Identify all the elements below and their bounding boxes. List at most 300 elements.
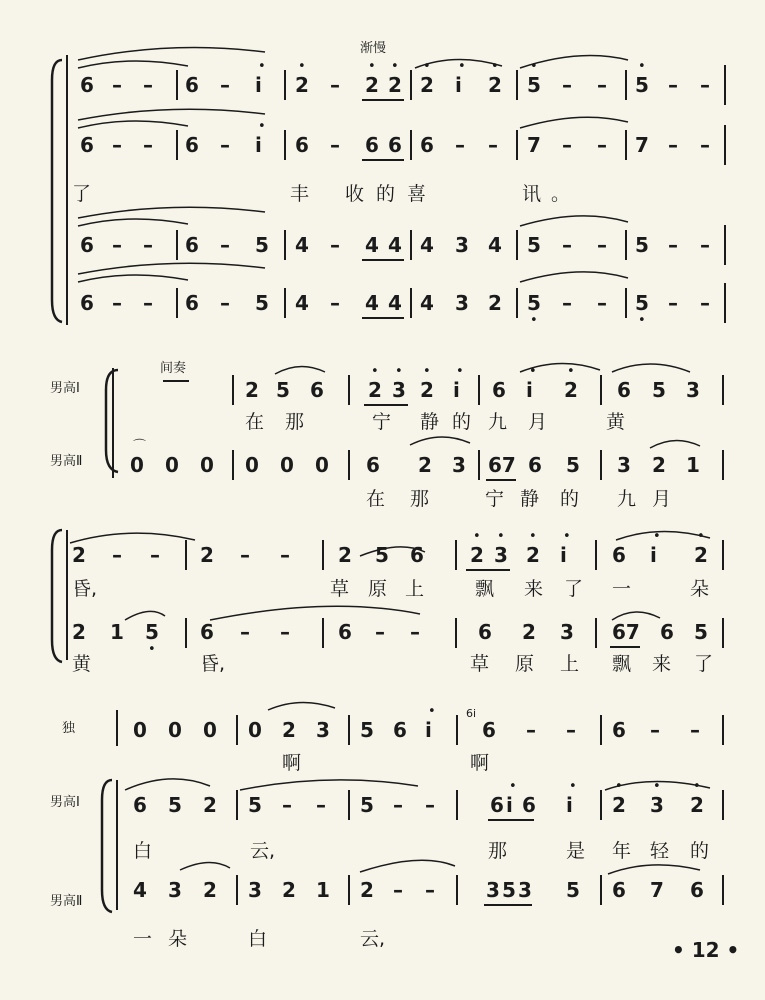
dash: – — [280, 620, 290, 644]
barline — [724, 65, 726, 105]
dash: – — [597, 73, 607, 97]
note: 2 — [72, 620, 86, 644]
barline — [284, 288, 286, 318]
note: 2 — [522, 620, 536, 644]
barline — [722, 790, 724, 820]
note: 2 — [470, 543, 484, 567]
barline — [236, 790, 238, 820]
note: 0 — [248, 718, 262, 742]
barline — [236, 875, 238, 905]
dash: – — [143, 233, 153, 257]
barline — [348, 715, 350, 745]
dash: – — [562, 73, 572, 97]
note: 5 — [635, 233, 649, 257]
part-label-tenor1: 男高Ⅰ — [50, 381, 80, 396]
dash: – — [668, 291, 678, 315]
barline — [722, 715, 724, 745]
barline — [724, 283, 726, 323]
note: 5 — [694, 620, 708, 644]
dash: – — [597, 133, 607, 157]
note: 7 — [527, 133, 541, 157]
note: 6 — [80, 291, 94, 315]
note: i — [425, 718, 432, 742]
lyric: 一 — [133, 928, 153, 950]
barline — [722, 618, 724, 648]
barline — [284, 70, 286, 100]
barline — [516, 70, 518, 100]
dash: – — [330, 133, 340, 157]
note: 4 — [295, 233, 309, 257]
barline — [600, 790, 602, 820]
note: 6 — [338, 620, 352, 644]
note: i — [255, 73, 262, 97]
barline — [455, 618, 457, 648]
note: 7 — [635, 133, 649, 157]
note: 3 — [452, 453, 466, 477]
dash: – — [112, 291, 122, 315]
note: 6 — [492, 378, 506, 402]
lyric: 朵 — [168, 928, 188, 950]
barline — [185, 540, 187, 570]
barline — [348, 790, 350, 820]
dash: – — [220, 233, 230, 257]
interlude-mark: 间奏 — [160, 361, 187, 376]
lyric: 飘 — [612, 653, 632, 675]
barline — [625, 230, 627, 260]
part-label-tenor2: 男高Ⅱ — [50, 454, 83, 469]
dash: – — [700, 233, 710, 257]
note: 3 — [455, 291, 469, 315]
note: 4 — [488, 233, 502, 257]
barline — [595, 540, 597, 570]
lyric: 云, — [360, 928, 386, 950]
note: 2 — [203, 793, 217, 817]
note: 0 — [133, 718, 147, 742]
note: 6 — [80, 73, 94, 97]
barline — [348, 450, 350, 480]
note: 2 — [694, 543, 708, 567]
lyric: 九 — [488, 411, 508, 433]
lyric: 上 — [405, 578, 425, 600]
system-bracket — [66, 530, 68, 660]
barline — [410, 130, 412, 160]
note: 3 — [560, 620, 574, 644]
barline — [176, 130, 178, 160]
note: 5 — [375, 543, 389, 567]
note: 7 — [650, 878, 664, 902]
note: 2 — [295, 73, 309, 97]
barline — [722, 540, 724, 570]
note: 0 — [315, 453, 329, 477]
barline — [322, 618, 324, 648]
lyric: 那 — [285, 411, 305, 433]
note: 2 — [652, 453, 666, 477]
note: 3 — [494, 543, 508, 567]
lyric: 原 — [515, 653, 535, 675]
note: 3 — [650, 793, 664, 817]
note: 6 — [612, 543, 626, 567]
barline — [478, 375, 480, 405]
dash: – — [282, 793, 292, 817]
page-number: • 12 • — [672, 938, 740, 962]
note: i — [560, 543, 567, 567]
note: 6 — [617, 378, 631, 402]
barline — [456, 715, 458, 745]
note: i — [566, 793, 573, 817]
barline — [600, 715, 602, 745]
lyric: 了 — [564, 578, 584, 600]
barline — [600, 875, 602, 905]
note: 0 — [165, 453, 179, 477]
part-label-tenor2: 男高Ⅱ — [50, 894, 83, 909]
dash: – — [700, 133, 710, 157]
barline — [724, 125, 726, 165]
dash: – — [143, 133, 153, 157]
barline — [116, 710, 118, 746]
barline — [284, 130, 286, 160]
barline — [516, 130, 518, 160]
barline — [625, 288, 627, 318]
note: 2 — [526, 543, 540, 567]
lyric: 的 — [560, 488, 580, 510]
note: 6 — [80, 233, 94, 257]
lyric: 轻 — [650, 840, 670, 862]
note: i — [506, 793, 513, 817]
note: 5 — [502, 878, 516, 902]
note: 2 — [564, 378, 578, 402]
dash: – — [393, 793, 403, 817]
note: 6 — [80, 133, 94, 157]
note: 6 — [478, 620, 492, 644]
dash: – — [668, 73, 678, 97]
note: 5 — [527, 291, 541, 315]
lyric: 在 — [366, 488, 386, 510]
lyric: 在 — [245, 411, 265, 433]
note: i — [650, 543, 657, 567]
note: 6 — [185, 291, 199, 315]
note: 0 — [200, 453, 214, 477]
note: 0 — [168, 718, 182, 742]
note: 0 — [280, 453, 294, 477]
barline — [176, 70, 178, 100]
lyric: 讯。 — [522, 183, 581, 205]
lyric: 草 — [330, 578, 350, 600]
note: 1 — [110, 620, 124, 644]
barline — [322, 540, 324, 570]
note: 2 — [612, 793, 626, 817]
dash: – — [562, 291, 572, 315]
dash: – — [112, 133, 122, 157]
note: 4 — [365, 233, 379, 257]
lyric: 一 — [612, 578, 632, 600]
note: 4 — [388, 291, 402, 315]
note: 6 — [522, 793, 536, 817]
note: 6 — [295, 133, 309, 157]
dash: – — [112, 543, 122, 567]
barline — [625, 70, 627, 100]
dash: – — [316, 793, 326, 817]
barline — [410, 230, 412, 260]
lyric: 白 — [133, 840, 153, 862]
note: 2 — [420, 378, 434, 402]
note: 5 — [255, 291, 269, 315]
note: 3 — [686, 378, 700, 402]
note: 1 — [316, 878, 330, 902]
dash: – — [562, 233, 572, 257]
note: 5 — [527, 233, 541, 257]
note: i — [455, 73, 462, 97]
note: 2 — [368, 378, 382, 402]
lyric: 原 — [368, 578, 388, 600]
dash: – — [700, 291, 710, 315]
note: 5 — [566, 878, 580, 902]
barline — [625, 130, 627, 160]
note: 5 — [360, 793, 374, 817]
barline — [455, 540, 457, 570]
note: 5 — [145, 620, 159, 644]
lyric: 月 — [652, 488, 672, 510]
dash: – — [375, 620, 385, 644]
fermata: ⌒ — [133, 439, 147, 454]
note: 3 — [248, 878, 262, 902]
note: 5 — [527, 73, 541, 97]
barline — [456, 790, 458, 820]
note: 6 — [200, 620, 214, 644]
dash: – — [240, 543, 250, 567]
lyric: 月 — [528, 411, 548, 433]
lyric: 黄 — [72, 653, 92, 675]
grace-note: 6i — [466, 707, 477, 720]
note: 0 — [130, 453, 144, 477]
note: 2 — [282, 718, 296, 742]
dash: – — [650, 718, 660, 742]
lyric: 的 — [690, 840, 710, 862]
dash: – — [112, 233, 122, 257]
dash: – — [700, 73, 710, 97]
dash: – — [143, 73, 153, 97]
note: 2 — [420, 73, 434, 97]
system-bracket — [66, 55, 68, 325]
note: 4 — [365, 291, 379, 315]
lyric: 草 — [470, 653, 490, 675]
lyric: 是 — [566, 840, 586, 862]
note: 6 — [612, 878, 626, 902]
note: 6 — [420, 133, 434, 157]
barline — [232, 375, 234, 405]
lyric: 昏, — [72, 578, 98, 600]
lyric: 黄 — [606, 411, 626, 433]
lyric: 啊 — [282, 752, 302, 774]
note: 5 — [168, 793, 182, 817]
note: 2 — [418, 453, 432, 477]
note: 6 — [133, 793, 147, 817]
dash: – — [280, 543, 290, 567]
dash: – — [112, 73, 122, 97]
barline — [722, 875, 724, 905]
note: 4 — [420, 291, 434, 315]
note: i — [526, 378, 533, 402]
note: 6 — [612, 718, 626, 742]
note: 2 — [365, 73, 379, 97]
note: 5 — [635, 291, 649, 315]
note: 6 — [185, 133, 199, 157]
note: 6 — [393, 718, 407, 742]
note: 4 — [388, 233, 402, 257]
note: 3 — [518, 878, 532, 902]
note: 2 — [245, 378, 259, 402]
note: 6 — [410, 543, 424, 567]
barline — [600, 450, 602, 480]
dash: – — [150, 543, 160, 567]
note: 6 — [482, 718, 496, 742]
barline — [722, 375, 724, 405]
part-label-tenor1: 男高Ⅰ — [50, 795, 80, 810]
lyric: 来 — [652, 653, 672, 675]
dash: – — [330, 291, 340, 315]
barline — [722, 450, 724, 480]
lyric: 丰 — [290, 183, 310, 205]
note: 2 — [488, 73, 502, 97]
note: 3 — [392, 378, 406, 402]
dash: – — [668, 133, 678, 157]
lyric: 那 — [410, 488, 430, 510]
dash: – — [240, 620, 250, 644]
note: 4 — [420, 233, 434, 257]
note: 6 — [490, 793, 504, 817]
lyric: 来 — [524, 578, 544, 600]
barline — [456, 875, 458, 905]
lyric: 那 — [488, 840, 508, 862]
lyric: 飘 — [475, 578, 495, 600]
lyric: 了 — [72, 183, 92, 205]
lyric: 朵 — [690, 578, 710, 600]
system-bracket — [112, 368, 114, 478]
note: 4 — [133, 878, 147, 902]
barline — [232, 450, 234, 480]
lyric: 静 — [420, 411, 440, 433]
note: 5 — [276, 378, 290, 402]
note: 2 — [690, 793, 704, 817]
score-page: 渐慢 6 – – 6 – i • 2 • – 2 • 2 • 2 • i • 2 • 5 • – – 5 • – – 6 – – 6 – i • 6 – 6 6 6 – – 7 – – 7 – – 了 丰 收的喜 讯。 6 – – 6 – 5 4 – 4 4 4 3 4 5 – – 5 – – 6 – – 6 – 5 4 – 4 4 4 3 2 5 • – – 5 • – – 男高Ⅰ 男高Ⅱ 间奏 2 5 6 2 • 3 • 2 • i • 6 i • 2 • 6 5 3 在 那 宁 静 的 九 月 黄 ⌒ 0 0 0 0 0 0 6 2 3 67 6 5 3 2 1 在 那 宁 静 的 九 月 2 – – 2 – – 2 5 6 2 • 3 • 2 • i • 6 i • 2 • 昏, 草 原 上 飘 来 了 一 朵 2 1 5 • 6 – – 6 – – 6 2 3 67 6 5 黄 昏, 草 原 上 飘 来 了 独 0 0 0 0 2 3 5 6 i • 6i 6 – – 6 – – 啊 啊 男高Ⅰ 6 5 2 5 – – 5 – – 6 i • 6 i • 2 • 3 • 2 • 白 云, 那 是 年 轻 的 男高Ⅱ 4 3 2 3 2 1 2 – – 3 5 3 5 6 7 6 一 朵 白 云, • 12 • — [0, 0, 765, 1000]
tempo-mark: 渐慢 — [360, 41, 387, 56]
note: 3 — [168, 878, 182, 902]
note: 6 — [366, 453, 380, 477]
note: 6 — [660, 620, 674, 644]
dash: – — [566, 718, 576, 742]
note: 2 — [360, 878, 374, 902]
part-label-solo: 独 — [62, 721, 76, 736]
dash: – — [488, 133, 498, 157]
barline — [516, 230, 518, 260]
note: 2 — [203, 878, 217, 902]
note: 2 — [388, 73, 402, 97]
dash: – — [597, 233, 607, 257]
lyric: 年 — [612, 840, 632, 862]
dash: – — [455, 133, 465, 157]
barline — [176, 288, 178, 318]
dash: – — [597, 291, 607, 315]
barline — [724, 225, 726, 265]
note: 5 — [566, 453, 580, 477]
lyric: 白 — [248, 928, 268, 950]
note: 3 — [455, 233, 469, 257]
dash: – — [425, 793, 435, 817]
barline — [410, 288, 412, 318]
note: 2 — [488, 291, 502, 315]
note: 6 — [310, 378, 324, 402]
dash: – — [425, 878, 435, 902]
lyric: 了 — [694, 653, 714, 675]
note: 3 — [486, 878, 500, 902]
lyric: 的 — [452, 411, 472, 433]
barline — [185, 618, 187, 648]
note: 5 — [248, 793, 262, 817]
note: 0 — [203, 718, 217, 742]
dash: – — [410, 620, 420, 644]
note: 0 — [245, 453, 259, 477]
note: 4 — [295, 291, 309, 315]
note: 67 — [488, 453, 516, 477]
dash: – — [690, 718, 700, 742]
note: 6 — [365, 133, 379, 157]
dash: – — [668, 233, 678, 257]
barline — [348, 875, 350, 905]
dash: – — [330, 73, 340, 97]
note: 2 — [72, 543, 86, 567]
lyric: 九 — [617, 488, 637, 510]
note: 6 — [185, 73, 199, 97]
note: 6 — [528, 453, 542, 477]
note: 2 — [338, 543, 352, 567]
note: 1 — [686, 453, 700, 477]
dash: – — [220, 133, 230, 157]
note: 5 — [652, 378, 666, 402]
lyric: 上 — [560, 653, 580, 675]
note: 5 — [360, 718, 374, 742]
note: 3 — [617, 453, 631, 477]
note: i — [255, 133, 262, 157]
note: 5 — [635, 73, 649, 97]
barline — [600, 375, 602, 405]
lyric: 云, — [250, 840, 276, 862]
barline — [478, 450, 480, 480]
system-bracket — [116, 780, 118, 910]
note: i — [453, 378, 460, 402]
lyric: 宁 — [485, 488, 505, 510]
dash: – — [143, 291, 153, 315]
barline — [595, 618, 597, 648]
note: 6 — [388, 133, 402, 157]
barline — [348, 375, 350, 405]
note: 67 — [612, 620, 640, 644]
dash: – — [220, 291, 230, 315]
barline — [410, 70, 412, 100]
note: 6 — [690, 878, 704, 902]
dash: – — [330, 233, 340, 257]
lyric: 宁 — [372, 411, 392, 433]
lyric: 昏, — [200, 653, 226, 675]
lyric: 收的喜 — [345, 183, 439, 205]
dash: – — [220, 73, 230, 97]
barline — [176, 230, 178, 260]
note: 3 — [316, 718, 330, 742]
note: 6 — [185, 233, 199, 257]
dash: – — [393, 878, 403, 902]
lyric: 啊 — [470, 752, 490, 774]
note: 2 — [282, 878, 296, 902]
note: 2 — [200, 543, 214, 567]
lyric: 静 — [520, 488, 540, 510]
